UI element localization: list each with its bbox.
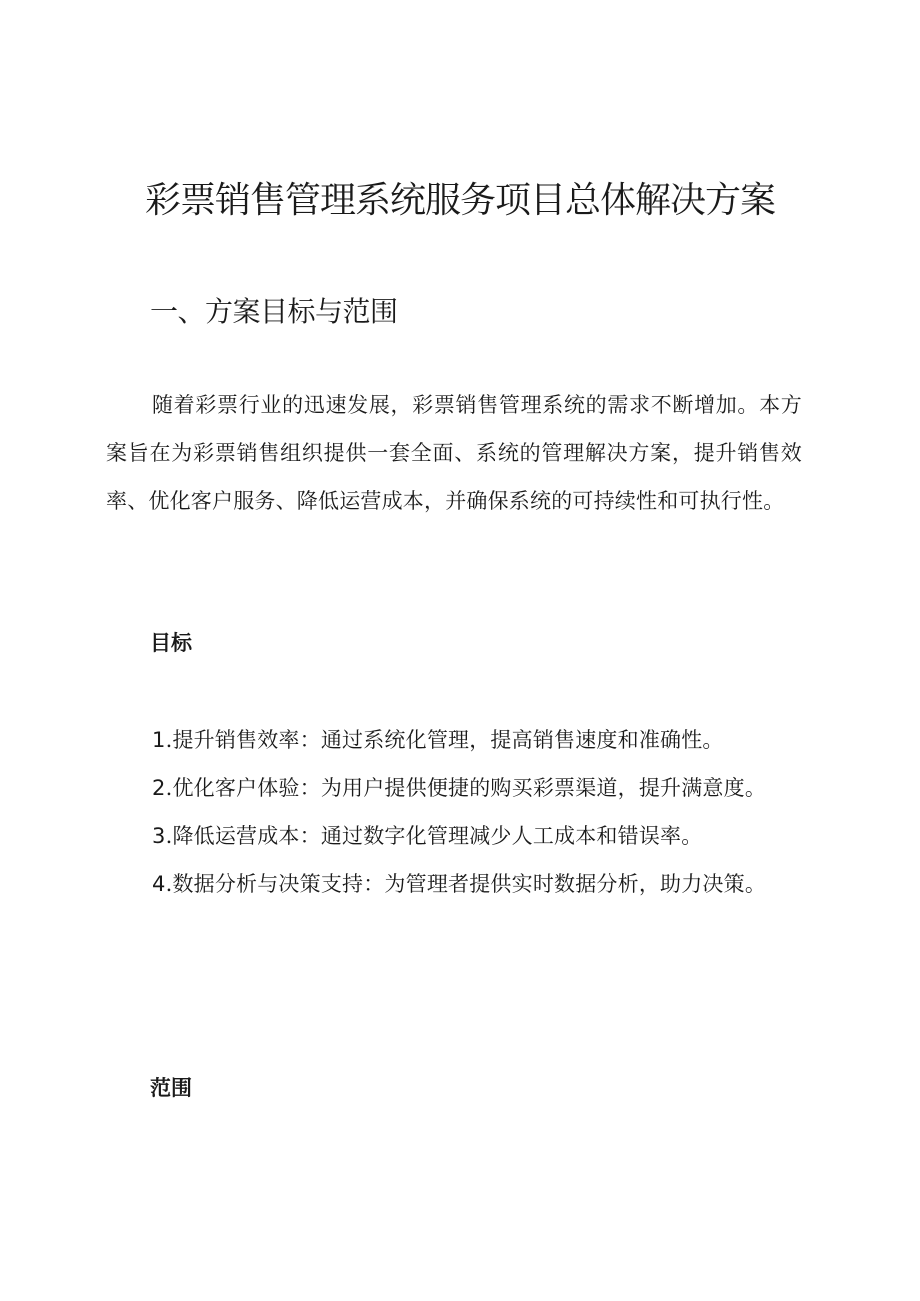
goal-text: .提升销售效率：通过系统化管理，提高销售速度和准确性。 bbox=[165, 728, 724, 752]
goal-item-4 bbox=[106, 860, 802, 908]
goals-heading: 目标 bbox=[150, 631, 192, 655]
goal-number: 1 bbox=[152, 728, 166, 752]
goal-text: .优化客户体验：为用户提供便捷的购买彩票渠道，提升满意度。 bbox=[165, 776, 767, 800]
goal-number: 4 bbox=[152, 872, 166, 896]
goals-list bbox=[106, 716, 802, 908]
goal-item-1 bbox=[106, 716, 802, 764]
goal-item-2 bbox=[106, 764, 802, 812]
goal-item-3 bbox=[106, 812, 802, 860]
document-title: 彩票销售管理系统服务项目总体解决方案 bbox=[144, 180, 775, 221]
goal-number: 2 bbox=[152, 776, 166, 800]
goal-text: .数据分析与决策支持：为管理者提供实时数据分析，助力决策。 bbox=[165, 872, 767, 896]
goal-number: 3 bbox=[152, 824, 166, 848]
goal-text: .降低运营成本：通过数字化管理减少人工成本和错误率。 bbox=[165, 824, 703, 848]
scope-heading: 范围 bbox=[150, 1076, 192, 1100]
intro-paragraph: 随着彩票行业的迅速发展，彩票销售管理系统的需求不断增加。本方案旨在为彩票销售组织提供一套全面、系统的管理解决方案，提升销售效率、优化客户服务、降低运营成本，并确保系统的可持续性和可执行性。 bbox=[106, 393, 802, 513]
section-heading-goals-and-scope: 一、方案目标与范围 bbox=[150, 295, 398, 328]
